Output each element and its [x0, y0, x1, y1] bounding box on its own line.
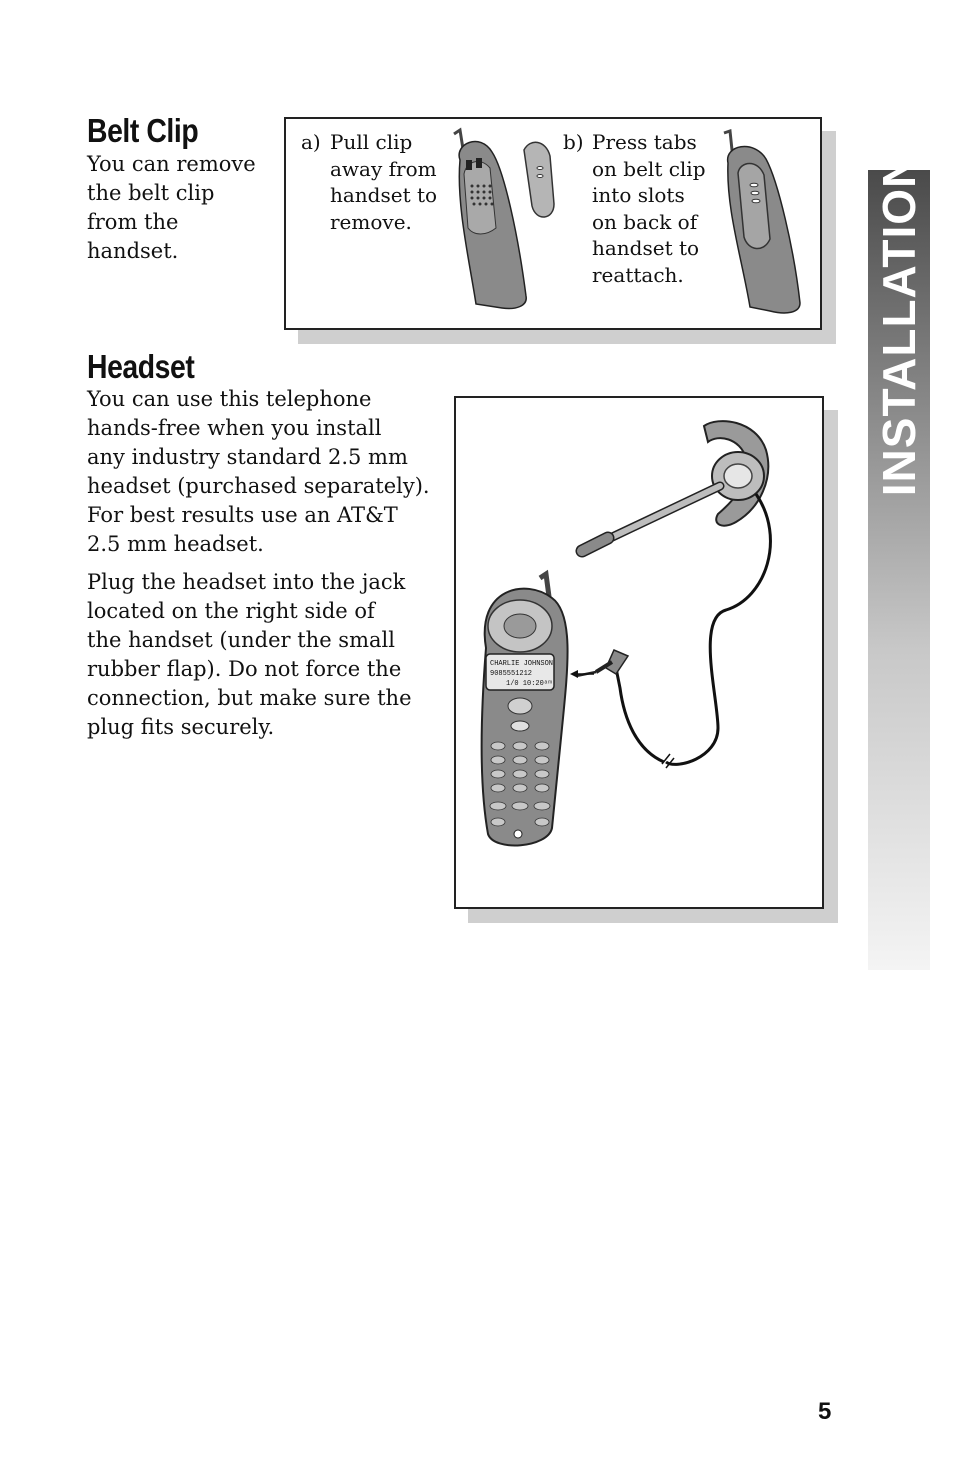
text-line: handset. — [87, 239, 179, 263]
belt-clip-heading: Belt Clip — [87, 112, 199, 149]
text-line: into slots — [592, 183, 685, 207]
text-line: rubber flap). Do not force the — [87, 657, 402, 681]
headset-heading: Headset — [87, 348, 195, 385]
text-line: located on the right side of — [87, 599, 375, 623]
text-line: You can remove — [87, 152, 256, 176]
display-line-1: CHARLIE JOHNSON — [490, 660, 554, 668]
text-line: 2.5 mm headset. — [87, 532, 264, 556]
text-line: remove. — [330, 209, 412, 234]
text-line: reattach. — [592, 262, 684, 287]
handset-clip-attached-illustration — [714, 129, 814, 319]
text-line: Press tabs — [592, 130, 697, 154]
text-line: hands-free when you install — [87, 416, 382, 440]
display-line-2: 9085551212 — [490, 670, 533, 678]
belt-clip-description — [87, 150, 256, 266]
section-tab-label: INSTALLATION — [873, 153, 925, 497]
text-line: on belt clip — [592, 156, 706, 181]
text-line: For best results use an AT&T — [87, 503, 398, 527]
text-line: the belt clip — [87, 181, 215, 205]
text-line: connection, but make sure the — [87, 686, 412, 710]
text-line: away from — [330, 156, 437, 181]
headset-figure — [454, 396, 824, 909]
handset-with-headset-illustration — [456, 398, 822, 907]
display-line-3: 1/0 10:20ᵃᵐ — [506, 680, 553, 688]
text-line: headset (purchased separately). — [87, 474, 430, 498]
text-line: Plug the headset into the jack — [87, 570, 406, 594]
step-letter: b) — [563, 130, 584, 154]
page-number: 5 — [818, 1398, 832, 1425]
text-line: handset to — [330, 183, 438, 207]
headset-description — [87, 385, 430, 742]
handset-clip-removed-illustration — [446, 124, 566, 314]
text-line: You can use this telephone — [87, 387, 372, 411]
belt-clip-figure — [284, 117, 822, 330]
text-line: from the — [87, 210, 179, 234]
text-line: plug fits securely. — [87, 715, 275, 739]
text-line: on back of — [592, 209, 698, 234]
text-line: handset to — [592, 236, 700, 260]
text-line: the handset (under the small — [87, 628, 395, 652]
text-line: any industry standard 2.5 mm — [87, 445, 408, 469]
step-letter: a) — [301, 130, 321, 154]
text-line: Pull clip — [330, 130, 413, 154]
